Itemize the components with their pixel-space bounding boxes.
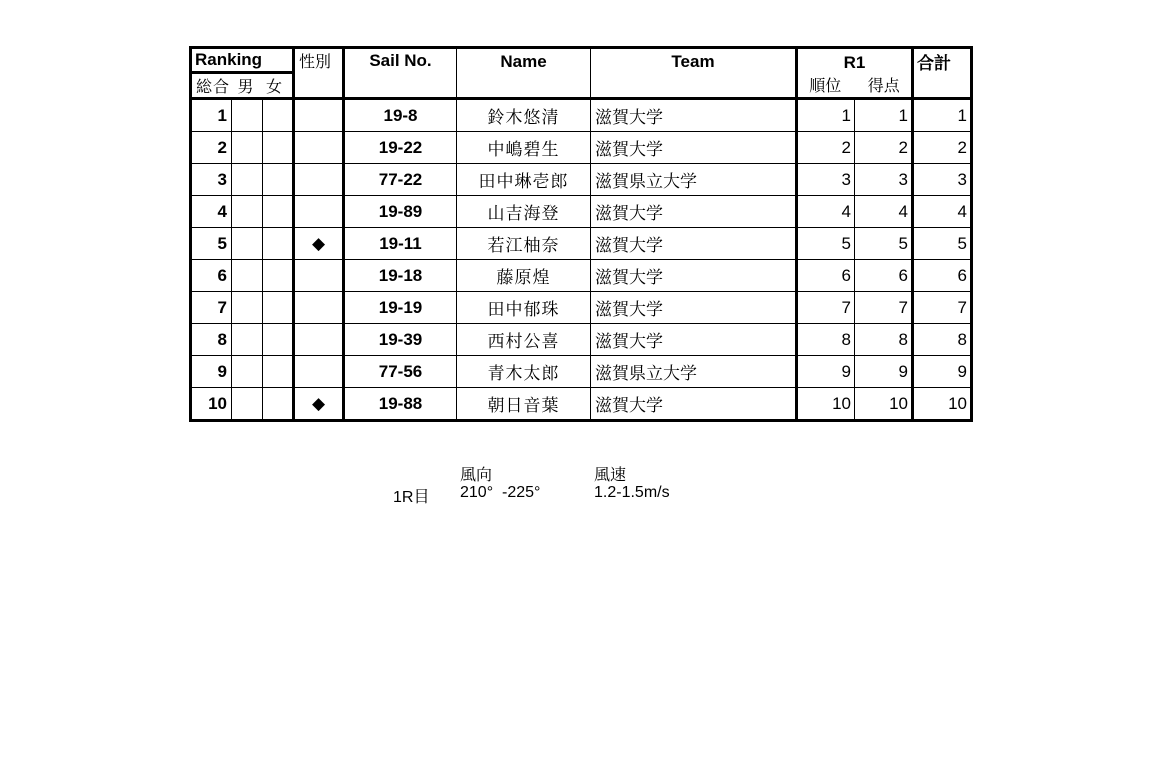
total-header: 合計 xyxy=(913,48,972,99)
team-cell: 滋賀大学 xyxy=(591,132,797,164)
wind-direction-label: 風向 xyxy=(460,467,493,484)
r1-points-cell: 6 xyxy=(855,260,913,292)
gender-cell xyxy=(294,132,344,164)
sail-no-cell: 77-22 xyxy=(344,164,457,196)
male-rank-cell xyxy=(232,228,263,260)
sail-no-cell: 19-18 xyxy=(344,260,457,292)
male-rank-cell xyxy=(232,260,263,292)
table-row xyxy=(191,324,972,356)
gender-cell: ◆ xyxy=(294,388,344,421)
rank-cell: 9 xyxy=(191,356,232,388)
table-row xyxy=(191,356,972,388)
rank-cell: 2 xyxy=(191,132,232,164)
total-cell: 4 xyxy=(913,196,972,228)
gender-cell xyxy=(294,292,344,324)
table-row xyxy=(191,196,972,228)
team-cell: 滋賀大学 xyxy=(591,324,797,356)
sail-no-cell: 19-11 xyxy=(344,228,457,260)
total-cell: 7 xyxy=(913,292,972,324)
female-rank-cell xyxy=(263,228,294,260)
results-table xyxy=(189,46,973,422)
table-row xyxy=(191,164,972,196)
male-rank-cell xyxy=(232,164,263,196)
female-rank-cell xyxy=(263,260,294,292)
r1-rank-cell: 10 xyxy=(797,388,855,421)
r1-rank-cell: 6 xyxy=(797,260,855,292)
r1-rank-cell: 3 xyxy=(797,164,855,196)
sail-no-cell: 19-8 xyxy=(344,99,457,132)
rank-cell: 4 xyxy=(191,196,232,228)
name-cell: 田中郁珠 xyxy=(457,292,591,324)
rank-cell: 7 xyxy=(191,292,232,324)
team-cell: 滋賀県立大学 xyxy=(591,356,797,388)
total-cell: 10 xyxy=(913,388,972,421)
wind-direction-value: 210° -225° xyxy=(460,484,541,501)
table-row xyxy=(191,292,972,324)
sail-no-cell: 19-89 xyxy=(344,196,457,228)
overall-label: 総合 xyxy=(196,79,231,96)
sail-no-cell: 19-22 xyxy=(344,132,457,164)
female-rank-cell xyxy=(263,164,294,196)
team-header: Team xyxy=(591,48,797,99)
gender-cell xyxy=(294,99,344,132)
race-r1-header: R1 xyxy=(797,48,913,73)
female-rank-cell xyxy=(263,388,294,421)
female-label: 女 xyxy=(265,79,283,96)
rank-cell: 1 xyxy=(191,99,232,132)
name-cell: 朝日音葉 xyxy=(457,388,591,421)
r1-points-cell: 10 xyxy=(855,388,913,421)
total-cell: 9 xyxy=(913,356,972,388)
ranking-subheader xyxy=(191,73,294,99)
team-cell: 滋賀大学 xyxy=(591,196,797,228)
table-row xyxy=(191,228,972,260)
male-rank-cell xyxy=(232,356,263,388)
team-cell: 滋賀大学 xyxy=(591,99,797,132)
name-cell: 若江柚奈 xyxy=(457,228,591,260)
r1-points-cell: 1 xyxy=(855,99,913,132)
total-cell: 8 xyxy=(913,324,972,356)
male-rank-cell xyxy=(232,292,263,324)
table-row xyxy=(191,99,972,132)
gender-header: 性別 xyxy=(294,48,344,99)
race-rank-label: 順位 xyxy=(809,78,842,96)
wind-race-label: 1R目 xyxy=(393,489,430,506)
female-rank-cell xyxy=(263,292,294,324)
sail-no-cell: 19-39 xyxy=(344,324,457,356)
sail-no-header: Sail No. xyxy=(344,48,457,99)
female-rank-cell xyxy=(263,356,294,388)
header-row-top xyxy=(191,48,972,73)
male-rank-cell xyxy=(232,324,263,356)
female-rank-cell xyxy=(263,99,294,132)
total-cell: 2 xyxy=(913,132,972,164)
rank-cell: 10 xyxy=(191,388,232,421)
r1-points-cell: 3 xyxy=(855,164,913,196)
sail-no-cell: 19-88 xyxy=(344,388,457,421)
sail-no-cell: 77-56 xyxy=(344,356,457,388)
male-rank-cell xyxy=(232,132,263,164)
male-rank-cell xyxy=(232,99,263,132)
team-cell: 滋賀大学 xyxy=(591,260,797,292)
race-r1-subheader xyxy=(797,73,913,99)
r1-rank-cell: 1 xyxy=(797,99,855,132)
name-cell: 山吉海登 xyxy=(457,196,591,228)
gender-cell: ◆ xyxy=(294,228,344,260)
r1-rank-cell: 9 xyxy=(797,356,855,388)
name-header: Name xyxy=(457,48,591,99)
gender-cell xyxy=(294,260,344,292)
team-cell: 滋賀大学 xyxy=(591,228,797,260)
male-label: 男 xyxy=(237,79,255,96)
gender-cell xyxy=(294,356,344,388)
r1-rank-cell: 2 xyxy=(797,132,855,164)
rank-cell: 3 xyxy=(191,164,232,196)
r1-points-cell: 7 xyxy=(855,292,913,324)
team-cell: 滋賀大学 xyxy=(591,292,797,324)
wind-speed-label: 風速 xyxy=(594,467,627,484)
ranking-header: Ranking xyxy=(191,48,294,73)
female-rank-cell xyxy=(263,196,294,228)
r1-rank-cell: 7 xyxy=(797,292,855,324)
table-row xyxy=(191,132,972,164)
r1-points-cell: 5 xyxy=(855,228,913,260)
name-cell: 田中琳壱郎 xyxy=(457,164,591,196)
gender-cell xyxy=(294,196,344,228)
team-cell: 滋賀県立大学 xyxy=(591,164,797,196)
r1-points-cell: 9 xyxy=(855,356,913,388)
r1-rank-cell: 5 xyxy=(797,228,855,260)
total-cell: 6 xyxy=(913,260,972,292)
total-cell: 3 xyxy=(913,164,972,196)
wind-speed-value: 1.2-1.5m/s xyxy=(594,484,670,501)
male-rank-cell xyxy=(232,196,263,228)
rank-cell: 6 xyxy=(191,260,232,292)
r1-rank-cell: 4 xyxy=(797,196,855,228)
r1-points-cell: 2 xyxy=(855,132,913,164)
name-cell: 西村公喜 xyxy=(457,324,591,356)
sail-no-cell: 19-19 xyxy=(344,292,457,324)
total-cell: 1 xyxy=(913,99,972,132)
male-rank-cell xyxy=(232,388,263,421)
rank-cell: 8 xyxy=(191,324,232,356)
rank-cell: 5 xyxy=(191,228,232,260)
r1-points-cell: 4 xyxy=(855,196,913,228)
name-cell: 鈴木悠清 xyxy=(457,99,591,132)
name-cell: 青木太郎 xyxy=(457,356,591,388)
r1-rank-cell: 8 xyxy=(797,324,855,356)
table-row xyxy=(191,388,972,421)
total-cell: 5 xyxy=(913,228,972,260)
gender-cell xyxy=(294,164,344,196)
name-cell: 中嶋碧生 xyxy=(457,132,591,164)
female-rank-cell xyxy=(263,324,294,356)
r1-points-cell: 8 xyxy=(855,324,913,356)
race-points-label: 得点 xyxy=(867,78,900,96)
table-row xyxy=(191,260,972,292)
female-rank-cell xyxy=(263,132,294,164)
team-cell: 滋賀大学 xyxy=(591,388,797,421)
name-cell: 藤原煌 xyxy=(457,260,591,292)
gender-cell xyxy=(294,324,344,356)
